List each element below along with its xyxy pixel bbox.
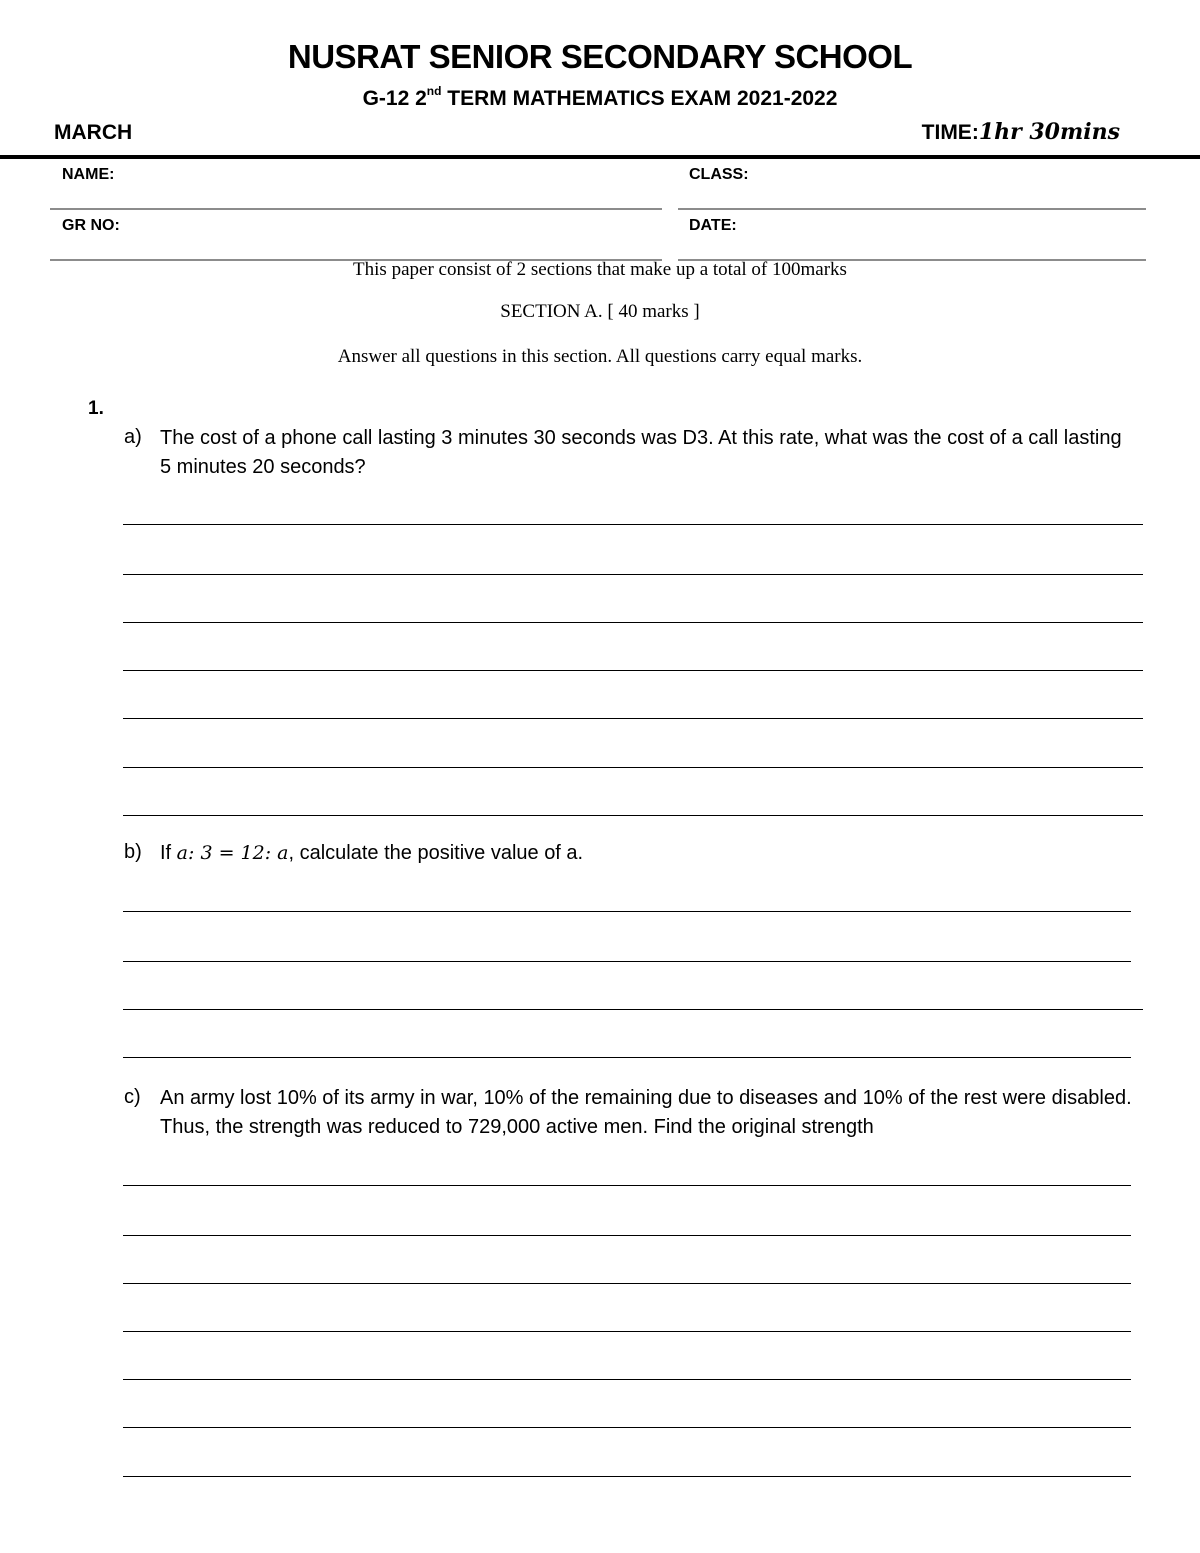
- part-b-text: [160, 839, 1135, 868]
- part-a-letter: a): [124, 426, 142, 448]
- answer-line[interactable]: [123, 961, 1131, 962]
- time-label: TIME:: [921, 121, 979, 144]
- section-a-title: SECTION A. [ 40 marks ]: [500, 301, 700, 322]
- exam-month: MARCH: [54, 121, 133, 144]
- name-field-line[interactable]: [50, 208, 662, 210]
- answer-line[interactable]: [123, 670, 1143, 671]
- answer-line[interactable]: [123, 1379, 1131, 1380]
- name-label: NAME:: [62, 166, 115, 183]
- answer-line[interactable]: [123, 1009, 1143, 1010]
- exam-title-ordinal: nd: [426, 84, 442, 98]
- answer-line[interactable]: [123, 815, 1143, 816]
- part-b-text-pre: If: [160, 842, 177, 864]
- part-c-letter: c): [124, 1086, 141, 1108]
- school-title: NUSRAT SENIOR SECONDARY SCHOOL: [287, 38, 913, 75]
- answer-line[interactable]: [123, 622, 1143, 623]
- answer-line[interactable]: [123, 767, 1143, 768]
- question-number: 1.: [88, 398, 104, 419]
- exam-title-suffix: TERM MATHEMATICS EXAM 2021-2022: [441, 87, 838, 110]
- part-b-letter: b): [124, 841, 142, 863]
- class-field-line[interactable]: [678, 208, 1146, 210]
- answer-line[interactable]: [123, 1427, 1131, 1428]
- grno-label: GR NO:: [62, 217, 120, 234]
- answer-line[interactable]: [123, 524, 1143, 525]
- answer-line[interactable]: [123, 1235, 1131, 1236]
- answer-line[interactable]: [123, 911, 1131, 912]
- time-value: 1hr 30mins: [978, 119, 1120, 145]
- answer-instruction: Answer all questions in this section. All questions carry equal marks.: [337, 346, 863, 367]
- part-c-text: An army lost 10% of its army in war, 10% of the remaining due to diseases and 10% of the rest were disabled. Thus, the strength was reduced to 729,000 active men. Find the original strength: [160, 1087, 1132, 1138]
- exam-title-prefix: G-12 2: [362, 87, 427, 110]
- answer-line[interactable]: [123, 718, 1143, 719]
- answer-line[interactable]: [123, 1185, 1131, 1186]
- exam-time: [922, 119, 1120, 145]
- answer-line[interactable]: [123, 1476, 1131, 1477]
- paper-intro: This paper consist of 2 sections that make up a total of 100marks: [353, 259, 847, 280]
- answer-line[interactable]: [123, 574, 1143, 575]
- class-label: CLASS:: [689, 166, 749, 183]
- exam-title: [0, 86, 1200, 111]
- answer-line[interactable]: [123, 1057, 1131, 1058]
- part-b-equation: a: 3 = 12: a: [176, 842, 289, 864]
- answer-line[interactable]: [123, 1283, 1131, 1284]
- part-b-text-post: , calculate the positive value of a.: [288, 842, 584, 864]
- header-divider: [0, 155, 1200, 159]
- date-label: DATE:: [689, 217, 737, 234]
- answer-line[interactable]: [123, 1331, 1131, 1332]
- part-a-text: The cost of a phone call lasting 3 minutes 30 seconds was D3. At this rate, what was the cost of a call lasting 5 minutes 20 seconds?: [160, 427, 1122, 478]
